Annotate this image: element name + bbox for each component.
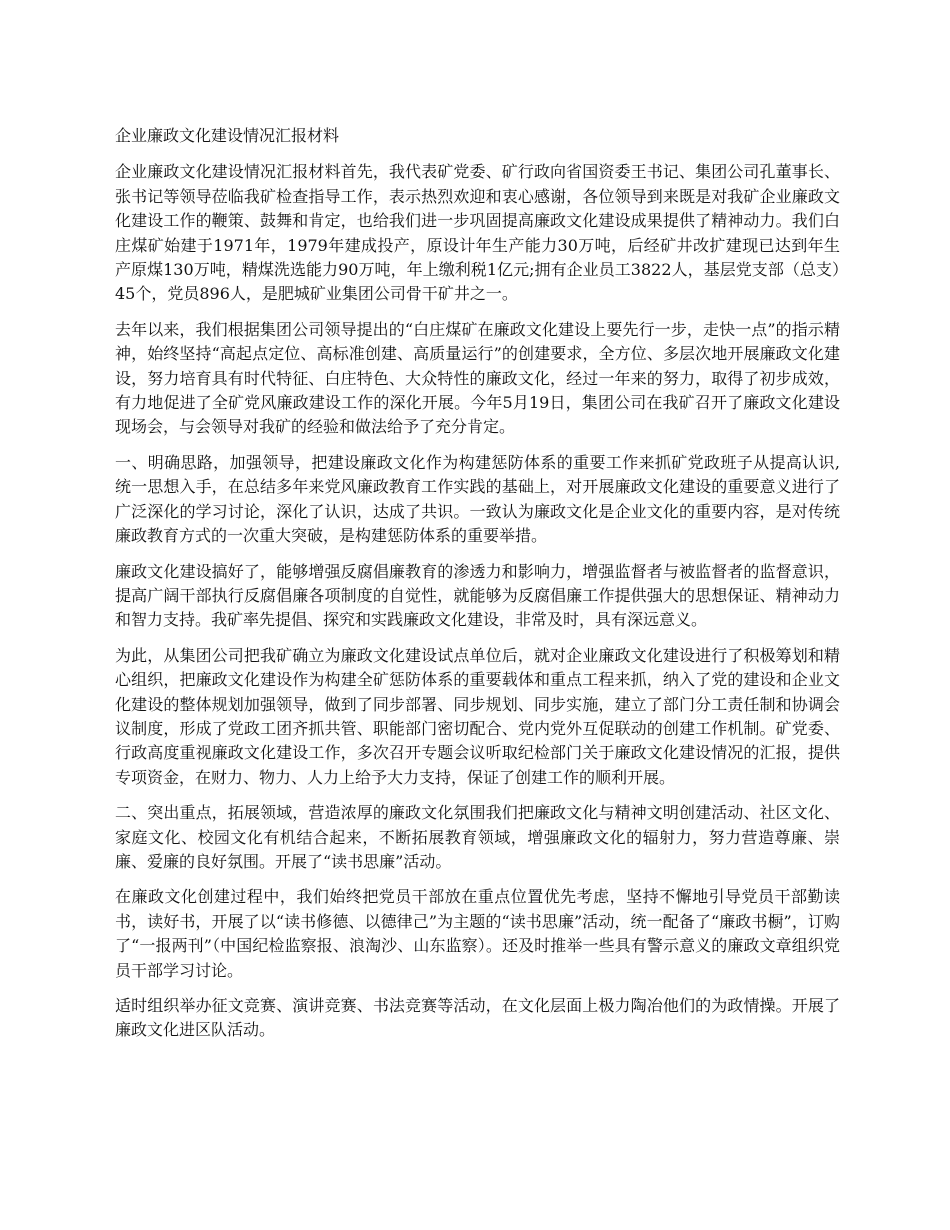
paragraph-organization: 为此，从集团公司把我矿确立为廉政文化建设试点单位后，就对企业廉政文化建设进行了积极筹划和精心组织，把廉政文化建设作为构建全矿惩防体系的重要载体和重点工程来抓，纳入了党的建设和企业文化建设的整体规划加强领导，做到了同步部署、同步规划、同步实施，建立了部门分工责任制和协调会议制度，形成了党政工团齐抓共管、职能部门密切配合、党内党外互促联动的创建工作机制。矿党委、行政高度重视廉政文化建设工作，多次召开专题会议听取纪检部门关于廉政文化建设情况的汇报，提供专项资金，在财力、物力、人力上给予大力支持，保证了创建工作的顺利开展。: [115, 645, 840, 787]
document-title: 企业廉政文化建设情况汇报材料: [115, 126, 340, 145]
document-page: [115, 124, 840, 1054]
paragraph-reading-activity: 在廉政文化创建过程中，我们始终把党员干部放在重点位置优先考虑，坚持不懈地引导党员干部勤读书，读好书，开展了以“读书修德、以德律己”为主题的“读书思廉”活动，统一配备了“廉政书橱”，订购了“一报两刊”（中国纪检监察报、浪淘沙、山东监察）。还及时推举一些具有警示意义的廉政文章组织党员干部学习讨论。: [115, 887, 840, 980]
paragraph-background: 去年以来，我们根据集团公司领导提出的“白庄煤矿在廉政文化建设上要先行一步，走快一点”的指示精神，始终坚持“高起点定位、高标准创建、高质量运行”的创建要求，全方位、多层次地开展廉政文化建设，努力培育具有时代特征、白庄特色、大众特性的廉政文化，经过一年来的努力，取得了初步成效，有力地促进了全矿党风廉政建设工作的深化开展。今年5月19日，集团公司在我矿召开了廉政文化建设现场会，与会领导对我矿的经验和做法给予了充分肯定。: [115, 319, 840, 437]
paragraph-significance: 廉政文化建设搞好了，能够增强反腐倡廉教育的渗透力和影响力，增强监督者与被监督者的监督意识，提高广阔干部执行反腐倡廉各项制度的自觉性，就能够为反腐倡廉工作提供强大的思想保证、精神动力和智力支持。我矿率先提倡、探究和实践廉政文化建设，非常及时，具有深远意义。: [115, 561, 840, 630]
paragraph-section-two: 二、突出重点，拓展领域，营造浓厚的廉政文化氛围我们把廉政文化与精神文明创建活动、社区文化、家庭文化、校园文化有机结合起来，不断拓展教育领域，增强廉政文化的辐射力，努力营造尊廉、崇廉、爱廉的良好氛围。开展了“读书思廉”活动。: [115, 803, 840, 871]
paragraph-intro: 企业廉政文化建设情况汇报材料首先，我代表矿党委、矿行政向省国资委王书记、集团公司孔董事长、张书记等领导莅临我矿检查指导工作，表示热烈欢迎和衷心感谢，各位领导到来既是对我矿企业廉政文化建设工作的鞭策、鼓舞和肯定，也给我们进一步巩固提高廉政文化建设成果提供了精神动力。我们白庄煤矿始建于1971年，1979年建成投产，原设计年生产能力30万吨，后经矿井改扩建现已达到年生产原煤130万吨，精煤洗选能力90万吨，年上缴利税1亿元;拥有企业员工3822人，基层党支部（总支）45个，党员896人，是肥城矿业集团公司骨干矿井之一。: [115, 162, 840, 304]
paragraph-competitions: 适时组织举办征文竞赛、演讲竞赛、书法竞赛等活动，在文化层面上极力陶冶他们的为政情操。开展了廉政文化进区队活动。: [115, 996, 840, 1040]
paragraph-section-one: 一、明确思路，加强领导，把建设廉政文化作为构建惩防体系的重要工作来抓矿党政班子从提高认识,统一思想入手，在总结多年来党风廉政教育工作实践的基础上，对开展廉政文化建设的重要意义进行了广泛深化的学习讨论，深化了认识，达成了共识。一致认为廉政文化是企业文化的重要内容，是对传统廉政教育方式的一次重大突破，是构建惩防体系的重要举措。: [115, 452, 840, 546]
